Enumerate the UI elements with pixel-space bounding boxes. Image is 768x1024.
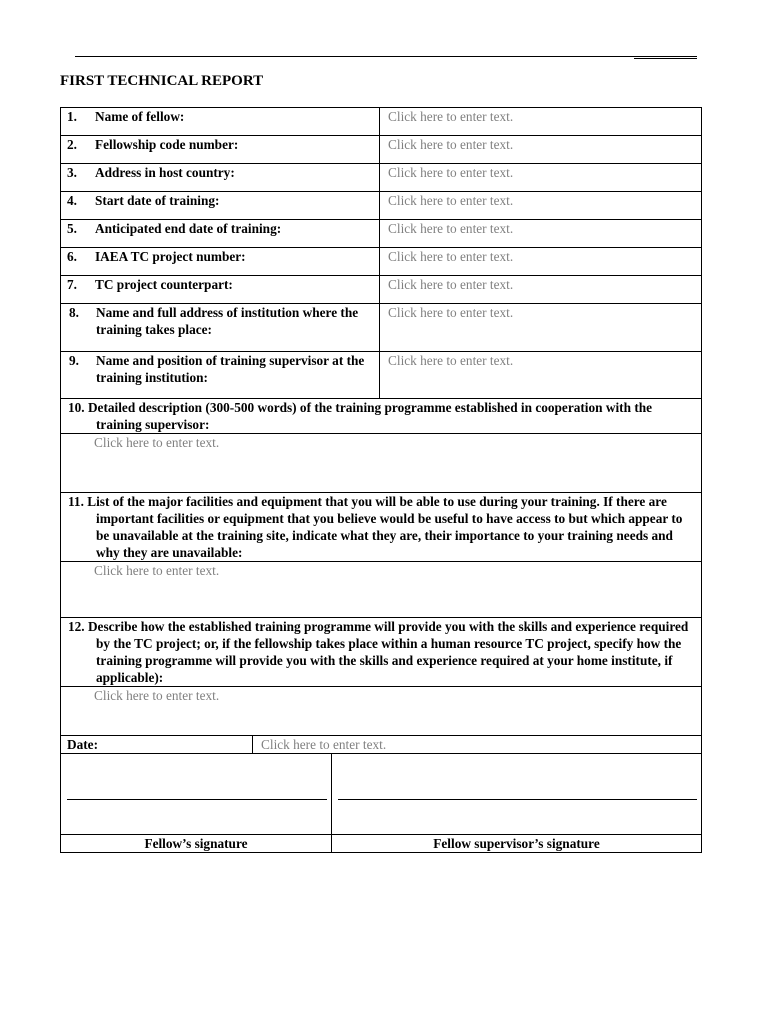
signature-row xyxy=(61,754,702,835)
field-input-counterpart[interactable]: Click here to enter text. xyxy=(380,276,702,304)
field-row-supervisor xyxy=(61,352,702,399)
date-label: Date: xyxy=(61,736,253,754)
section-12-body xyxy=(61,687,702,736)
header-rule-short xyxy=(634,58,697,59)
field-row-end-date xyxy=(61,220,702,248)
fellow-signature-box[interactable] xyxy=(61,754,332,835)
field-row-start-date xyxy=(61,192,702,220)
section-11-label: 11. List of the major facilities and equipment that you will be able to use during your training. If there are important facilities or equipment that you believe would be useful to have access to but which appear to be unavailable at the training site, indicate what they are, their importance to your training needs and why they are unavailable: xyxy=(61,493,702,562)
field-label-end-date: 5. Anticipated end date of training: xyxy=(61,220,380,248)
field-input-name[interactable]: Click here to enter text. xyxy=(380,108,702,136)
supervisor-signature-label: Fellow supervisor’s signature xyxy=(332,835,702,853)
field-label-name: 1. Name of fellow: xyxy=(61,108,380,136)
field-label-code: 2. Fellowship code number: xyxy=(61,136,380,164)
field-input-address[interactable]: Click here to enter text. xyxy=(380,164,702,192)
supervisor-signature-line xyxy=(338,799,697,800)
field-input-end-date[interactable]: Click here to enter text. xyxy=(380,220,702,248)
date-row xyxy=(61,736,702,754)
field-input-institution[interactable]: Click here to enter text. xyxy=(380,304,702,352)
section-11-header xyxy=(61,493,702,562)
section-10-input[interactable]: Click here to enter text. xyxy=(61,434,702,493)
field-input-supervisor[interactable]: Click here to enter text. xyxy=(380,352,702,399)
section-10-header xyxy=(61,399,702,434)
section-12-input[interactable]: Click here to enter text. xyxy=(61,687,702,736)
field-label-supervisor: 9. Name and position of training supervisor at the training institution: xyxy=(61,352,380,399)
supervisor-signature-box[interactable] xyxy=(332,754,702,835)
section-11-input[interactable]: Click here to enter text. xyxy=(61,562,702,618)
field-label-project-number: 6. IAEA TC project number: xyxy=(61,248,380,276)
fellow-signature-label: Fellow’s signature xyxy=(61,835,332,853)
field-label-address: 3. Address in host country: xyxy=(61,164,380,192)
field-row-name xyxy=(61,108,702,136)
report-title: FIRST TECHNICAL REPORT xyxy=(60,73,264,89)
field-label-institution: 8. Name and full address of institution where the training takes place: xyxy=(61,304,380,352)
date-input[interactable]: Click here to enter text. xyxy=(253,736,702,754)
section-11-body xyxy=(61,562,702,618)
field-row-address xyxy=(61,164,702,192)
field-input-code[interactable]: Click here to enter text. xyxy=(380,136,702,164)
signature-label-row xyxy=(61,835,702,853)
field-row-counterpart xyxy=(61,276,702,304)
report-form xyxy=(60,107,702,853)
field-row-code xyxy=(61,136,702,164)
field-label-start-date: 4. Start date of training: xyxy=(61,192,380,220)
section-12-label: 12. Describe how the established training programme will provide you with the skills and experience required by the TC project; or, if the fellowship takes place within a human resource TC project, specify how the training programme will provide you with the skills and experience required at your home institute, if applicable): xyxy=(61,618,702,687)
field-row-institution xyxy=(61,304,702,352)
field-row-project-number xyxy=(61,248,702,276)
field-input-start-date[interactable]: Click here to enter text. xyxy=(380,192,702,220)
field-label-counterpart: 7. TC project counterpart: xyxy=(61,276,380,304)
section-10-label: 10. Detailed description (300-500 words) of the training programme established in cooperation with the training supervisor: xyxy=(61,399,702,434)
fellow-signature-line xyxy=(67,799,327,800)
field-input-project-number[interactable]: Click here to enter text. xyxy=(380,248,702,276)
section-10-body xyxy=(61,434,702,493)
section-12-header xyxy=(61,618,702,687)
header-rule xyxy=(75,56,697,57)
